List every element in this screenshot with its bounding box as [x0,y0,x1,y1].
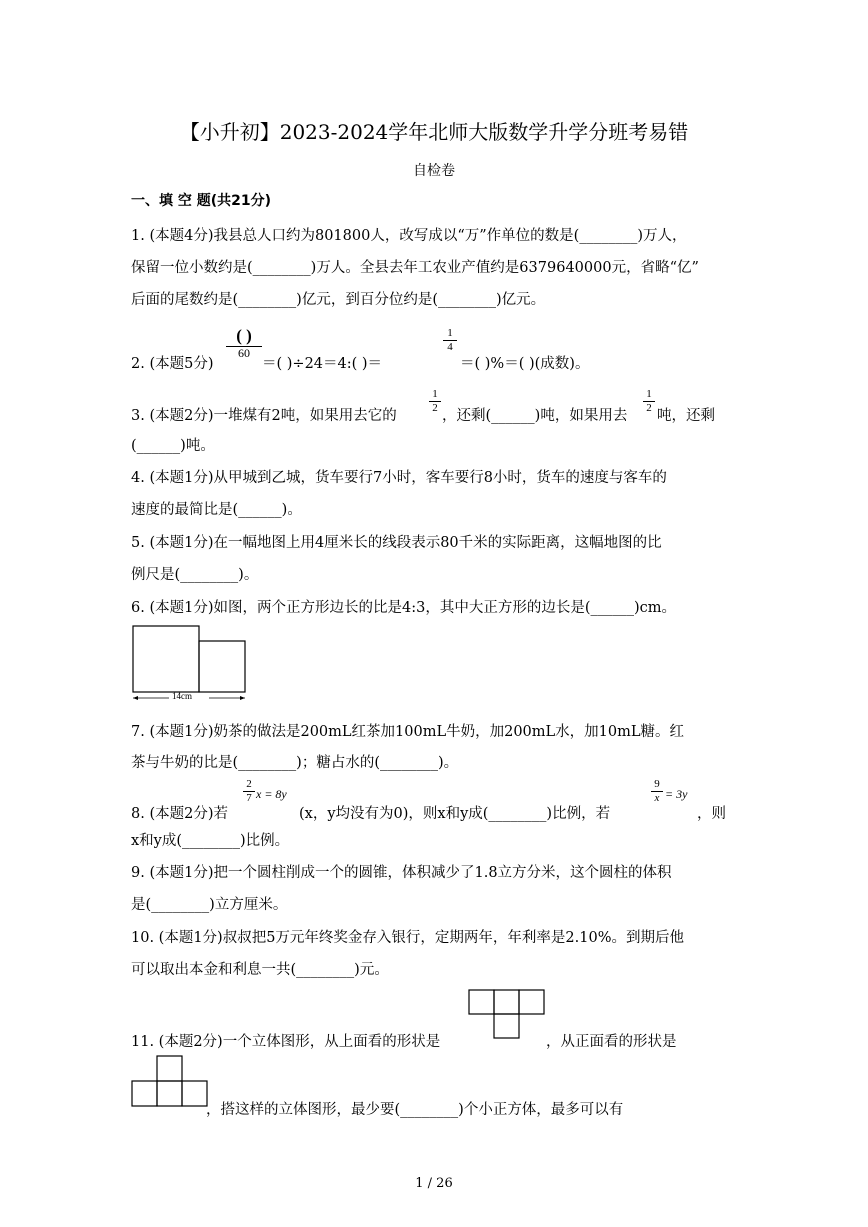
question-3-fraction-2 [643,388,655,415]
question-7-line-1: 7. (本题1分)奶茶的做法是200mL红茶加100mL牛奶，加200mL水，加10mL糖。红 [131,724,684,740]
question-8-line-1a: 8. (本题2分)若 [131,806,228,822]
question-3-fraction-1 [429,388,441,415]
question-8-line-1c: ，则 [697,806,726,822]
question-7-line-2: 茶与牛奶的比是(________)；糖占水的(________)。 [131,755,459,771]
question-4-line-2: 速度的最简比是(______)。 [131,502,302,518]
question-2-prefix: 2. (本题5分) [131,356,214,372]
question-9-line-1: 9. (本题1分)把一个圆柱削成一个的圆锥，体积减少了1.8立方分米，这个圆柱的体积 [131,865,672,881]
question-3-line-2: (______)吨。 [131,438,215,454]
question-5-line-2: 例尺是(________)。 [131,567,259,583]
fraction-numerator: 1 [643,388,655,402]
fraction-denominator: x [654,792,660,804]
question-2-fraction-blank [226,326,262,360]
fraction-numerator: ( ) [226,326,262,347]
question-8-line-2: x和y成(________)比例。 [131,833,290,849]
question-1-line-3: 后面的尾数约是(________)亿元，到百分位约是(________)亿元。 [131,292,546,308]
page-title: 【小升初】2023-2024学年北师大版数学升学分班考易错 [179,120,689,144]
question-8-equation-1: x = 8y [256,787,287,801]
fraction-numerator: 9 [651,778,663,792]
fraction-denominator: 7 [246,792,252,804]
fraction-denominator: 60 [238,346,250,360]
question-2-middle: ＝( )÷24＝4:( )＝ [262,356,383,372]
question-3-line-1a: 3. (本题2分)一堆煤有2吨，如果用去它的 [131,408,397,424]
question-1-line-2: 保留一位小数约是(________)万人。全县去年工农业产值约是6379640000元，省略“亿” [131,260,699,276]
question-1-line-1: 1. (本题4分)我县总人口约为801800人，改写成以“万”作单位的数是(________)万人， [131,228,687,244]
question-8-fraction-2 [651,778,663,805]
fraction-denominator: 2 [646,402,652,414]
fraction-numerator: 1 [429,388,441,402]
front-view-figure [131,1055,209,1108]
question-3-line-1c: 吨，还剩 [657,408,715,424]
page-subtitle: 自检卷 [413,163,455,179]
question-11-line-2: ，搭这样的立体图形，最少要(________)个小正方体，最多可以有 [206,1102,624,1118]
question-4-line-1: 4. (本题1分)从甲城到乙城，货车要行7小时，客车要行8小时，货车的速度与客车的 [131,470,667,486]
fraction-denominator: 4 [447,341,453,353]
question-11-line-1b: ，从正面看的形状是 [546,1034,677,1050]
question-10-line-1: 10. (本题1分)叔叔把5万元年终奖金存入银行，定期两年，年利率是2.10%。到期后他 [131,930,684,946]
fraction-numerator: 1 [443,327,457,341]
question-11-line-1a: 11. (本题2分)一个立体图形，从上面看的形状是 [131,1034,441,1050]
question-5-line-1: 5. (本题1分)在一幅地图上用4厘米长的线段表示80千米的实际距离，这幅地图的比 [131,535,662,551]
question-2-fraction-quarter [443,327,457,354]
section-heading: 一、填 空 题(共21分) [131,193,272,209]
question-9-line-2: 是(________)立方厘米。 [131,897,288,913]
question-8-line-1b: (x，y均没有为0)，则x和y成(________)比例，若 [299,806,611,822]
question-8-fraction-1 [243,778,255,805]
page-number: 1 / 26 [415,1176,453,1191]
fraction-numerator: 2 [243,778,255,792]
question-6-line-1: 6. (本题1分)如图，两个正方形边长的比是4:3，其中大正方形的边长是(______)cm。 [131,600,677,616]
figure-length-label: 14cm [172,691,192,701]
question-3-line-1b: ，还剩(______)吨，如果用去 [442,408,628,424]
question-8-equation-2: = 3y [665,787,688,801]
top-view-figure [468,989,546,1041]
question-10-line-2: 可以取出本金和利息一共(________)元。 [131,962,389,978]
fraction-denominator: 2 [432,402,438,414]
question-2-tail: ＝( )%＝( )(成数)。 [460,356,590,372]
